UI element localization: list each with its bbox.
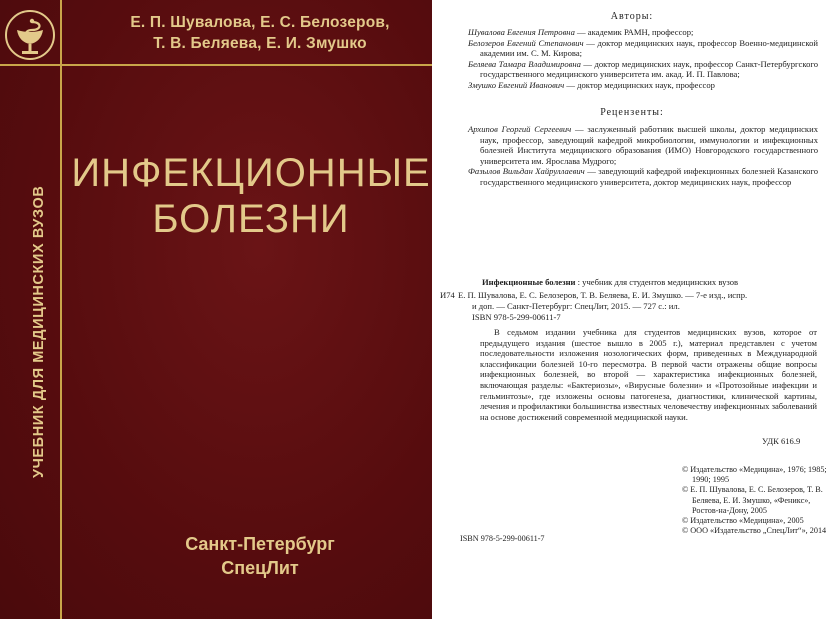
udk-code: УДК 616.9 — [762, 436, 801, 446]
authors-heading: Авторы: — [610, 11, 654, 22]
cover-title-line-2: БОЛЕЗНИ — [152, 197, 350, 241]
author-entry — [468, 38, 818, 59]
cover-series-label: УЧЕБНИК ДЛЯ МЕДИЦИНСКИХ ВУЗОВ — [31, 185, 47, 478]
reviewer-entry — [468, 124, 818, 166]
cover-authors-line-2: Т. В. Беляева, Е. И. Змушко — [153, 35, 367, 52]
authors-list — [468, 27, 818, 91]
author-name: Шувалова Евгения Петровна — [468, 27, 575, 37]
author-desc: — академик РАМН, профессор; — [574, 27, 694, 37]
cover-vertical-rule — [60, 0, 62, 619]
reviewer-entry — [468, 166, 818, 187]
bowl-of-hygieia-icon — [2, 8, 58, 62]
author-entry — [468, 59, 818, 80]
cover-title — [70, 150, 432, 242]
cover-publisher — [100, 532, 420, 580]
copyright-block — [682, 465, 827, 536]
author-entry — [468, 80, 818, 91]
author-desc: — доктор медицинских наук, профессор Военно-медицинской академии им. С. М. Кирова; — [480, 37, 818, 59]
cover-horizontal-rule — [0, 64, 432, 66]
catalog-title-rest: : учебник для студентов медицинских вузов — [575, 277, 739, 287]
author-name: Белозеров Евгений Степанович — [468, 37, 584, 48]
copyright-line: © Издательство «Медицина», 1976; 1985; 1990; 1995 — [682, 465, 827, 485]
author-name: Змушко Евгений Иванович — [468, 79, 565, 90]
author-entry — [468, 27, 818, 38]
cover-title-line-1: ИНФЕКЦИОННЫЕ — [71, 151, 431, 195]
cover-publisher-city: Санкт-Петербург — [185, 534, 335, 554]
reviewers-list — [468, 124, 818, 188]
reviewers-heading: Рецензенты: — [600, 107, 664, 118]
cover-authors-line-1: Е. П. Шувалова, Е. С. Белозеров, — [130, 14, 390, 31]
imprint-page — [432, 0, 833, 619]
reviewer-name: Архипов Георгий Сергеевич — [468, 124, 572, 134]
author-name: Беляева Тамара Владимировна — [468, 58, 581, 69]
cover-publisher-name: СпецЛит — [221, 558, 299, 578]
catalog-line-2: Е. П. Шувалова, Е. С. Белозеров, Т. В. Беляева, Е. И. Змушко. — 7-е изд., испр. — [458, 290, 748, 300]
copyright-line: © Издательство «Медицина», 2005 — [682, 516, 804, 526]
cover-authors — [100, 12, 420, 54]
bottom-isbn: ISBN 978-5-299-00611-7 — [460, 534, 545, 543]
catalog-title — [482, 277, 827, 288]
catalog-isbn: ISBN 978-5-299-00611-7 — [472, 312, 561, 322]
annotation-paragraph: В седьмом издании учебника для студентов медицинских вузов, которое от предыдущего издания (шестое вышло в 2005 г.), материал представлен с учетом последовательности изложения нозологических форм, приведенных в Международной классификации болезней 10-го пересмотра. В первой части отражены общие вопросы инфекционных болезней, во второй — характеристика инфекционных болезней, включающая разделы: «Бактериозы», «Вирусные болезни» и «Протозойные инфекции и гельминтозы», где изложены основы патогенеза, диагностики, клинической картины, лечения и профилактики большинства известных человечеству инфекционных заболеваний на основе достижений современной медицинской науки. — [480, 327, 817, 422]
catalog-title-bold: Инфекционные болезни — [482, 277, 576, 287]
reviewer-name: Фазылов Вильдан Хайруллаевич — [468, 166, 585, 177]
reviewer-desc: — заслуженный работник высшей школы, доктор медицинских наук, профессор, заведующий кафедрой микробиологии, иммунологии и инфекционных болезней Института медицинского образования (ИМО) Новгородского государственного университета им. Ярослава Мудрого; — [480, 124, 818, 166]
author-desc: — доктор медицинских наук, профессор — [564, 79, 715, 90]
reviewer-desc: — заведующий кафедрой инфекционных болезней Казанского государственного медицинского университета, доктор медицинских наук, профессор — [480, 166, 819, 187]
catalog-code: И74 — [440, 290, 455, 300]
copyright-line: © Е. П. Шувалова, Е. С. Белозеров, Т. В. Беляева, Е. И. Змушко, «Феникс», Ростов-на-Дону, 2005 — [682, 485, 823, 515]
catalog-line-3: и доп. — Санкт-Петербург: СпецЛит, 2015. — 727 с.: ил. — [472, 301, 680, 311]
author-desc: — доктор медицинских наук, профессор Санкт-Петербургского государственного медицинского университета им. акад. И. П. Павлова; — [480, 58, 819, 80]
copyright-line: © ООО «Издательство „СпецЛит“», 2014 — [682, 526, 827, 536]
